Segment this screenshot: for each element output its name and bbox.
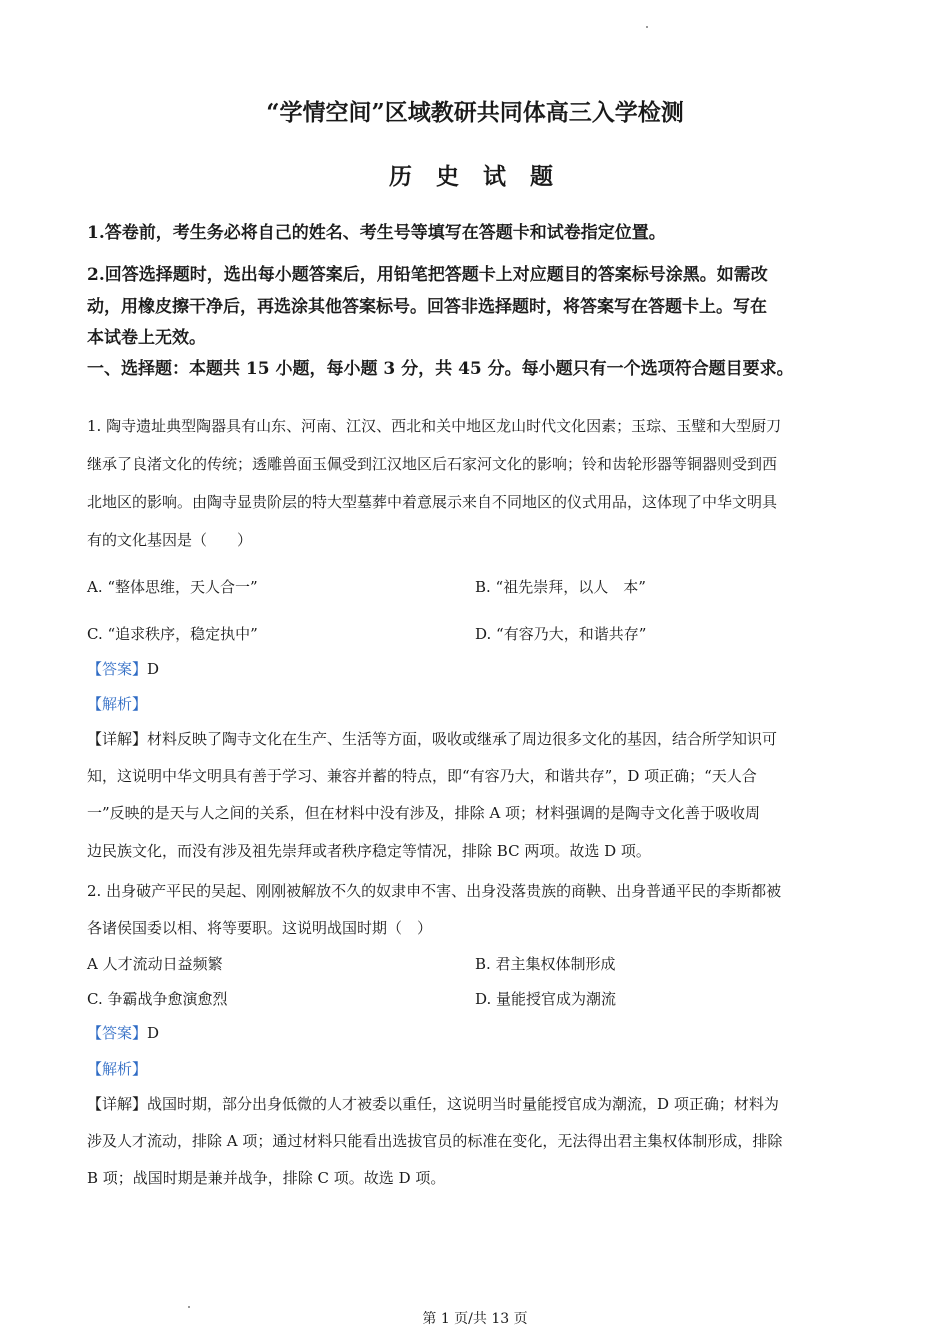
question-1-stem: 继承了良渚文化的传统；透雕兽面玉佩受到江汉地区后石家河文化的影响；铃和齿轮形器等铜器则受到西	[87, 455, 778, 473]
question-1-option-c: C. “追求秩序，稳定执中”	[87, 625, 258, 643]
detail-tag: 【详解】	[87, 1095, 148, 1113]
instruction-line: 动，用橡皮擦干净后，再选涂其他答案标号。回答非选择题时，将答案写在答题卡上。写在	[87, 297, 767, 317]
question-1-detail-line: 边民族文化，而没有涉及祖先崇拜或者秩序稳定等情况，排除 BC 两项。故选 D 项。	[87, 842, 651, 860]
detail-text: 材料反映了陶寺文化在生产、生活等方面，吸收或继承了周边很多文化的基因，结合所学知识可	[147, 730, 778, 748]
question-2-stem: 2. 出身破产平民的吴起、刚刚被解放不久的奴隶申不害、出身没落贵族的商鞅、出身普通平民的李斯都被	[87, 882, 782, 900]
question-2-detail	[87, 1093, 779, 1114]
question-1-stem: 有的文化基因是（ ）	[87, 531, 253, 549]
question-1-detail-line: 一”反映的是天与人之间的关系，但在材料中没有涉及，排除 A 项；材料强调的是陶寺文化善于吸收周	[87, 804, 761, 822]
question-1-answer	[87, 658, 159, 679]
question-2-answer	[87, 1022, 159, 1043]
instruction-line: 本试卷上无效。	[87, 328, 206, 348]
corner-mark	[646, 26, 648, 28]
question-2-option-c: C. 争霸战争愈演愈烈	[87, 990, 228, 1008]
question-1-detail	[87, 728, 777, 749]
page-title: “学情空间”区域教研共同体高三入学检测	[266, 99, 684, 126]
instruction-line: 1.答卷前，考生务必将自己的姓名、考生号等填写在答题卡和试卷指定位置。	[87, 223, 666, 243]
instruction-line: 2.回答选择题时，选出每小题答案后，用铅笔把答题卡上对应题目的答案标号涂黑。如需改	[87, 265, 768, 285]
question-2-detail-line: 涉及人才流动，排除 A 项；通过材料只能看出选拔官员的标准在变化，无法得出君主集权体制形成，排除	[87, 1132, 783, 1150]
question-2-option-a: A 人才流动日益频繁	[87, 955, 223, 973]
question-1-option-a: A. “整体思维，天人合一”	[87, 578, 258, 596]
answer-value: D	[147, 1024, 160, 1042]
question-2-stem: 各诸侯国委以相、将等要职。这说明战国时期（ ）	[87, 919, 433, 937]
section-heading: 一、选择题：本题共 15 小题，每小题 3 分，共 45 分。每小题只有一个选项符合题目要求。	[87, 359, 794, 379]
question-1-option-d: D. “有容乃大，和谐共存”	[475, 625, 647, 643]
detail-text: 战国时期，部分出身低微的人才被委以重任，这说明当时量能授官成为潮流，D 项正确；材料为	[147, 1095, 779, 1113]
question-1-option-b: B. “祖先崇拜，以人 本”	[475, 578, 646, 596]
answer-value: D	[147, 660, 160, 678]
question-2-option-b: B. 君主集权体制形成	[475, 955, 616, 973]
question-2-analysis-tag: 【解析】	[87, 1060, 148, 1078]
page-subtitle: 历 史 试 题	[388, 163, 562, 190]
answer-tag: 【答案】	[87, 1024, 148, 1042]
answer-tag: 【答案】	[87, 660, 148, 678]
question-1-stem: 北地区的影响。由陶寺显贵阶层的特大型墓葬中着意展示来自不同地区的仪式用品，这体现了中华文明具	[87, 493, 778, 511]
question-1-stem: 1. 陶寺遗址典型陶器具有山东、河南、江汉、西北和关中地区龙山时代文化因素；玉琮、玉璧和大型厨刀	[87, 417, 782, 435]
detail-tag: 【详解】	[87, 730, 148, 748]
question-1-detail-line: 知，这说明中华文明具有善于学习、兼容并蓄的特点，即“有容乃大，和谐共存”，D 项正确；“天人合	[87, 767, 757, 785]
page-number: 第 1 页/共 13 页	[422, 1311, 528, 1327]
question-1-analysis-tag: 【解析】	[87, 695, 148, 713]
question-2-detail-line: B 项；战国时期是兼并战争，排除 C 项。故选 D 项。	[87, 1169, 446, 1187]
question-2-option-d: D. 量能授官成为潮流	[475, 990, 617, 1008]
